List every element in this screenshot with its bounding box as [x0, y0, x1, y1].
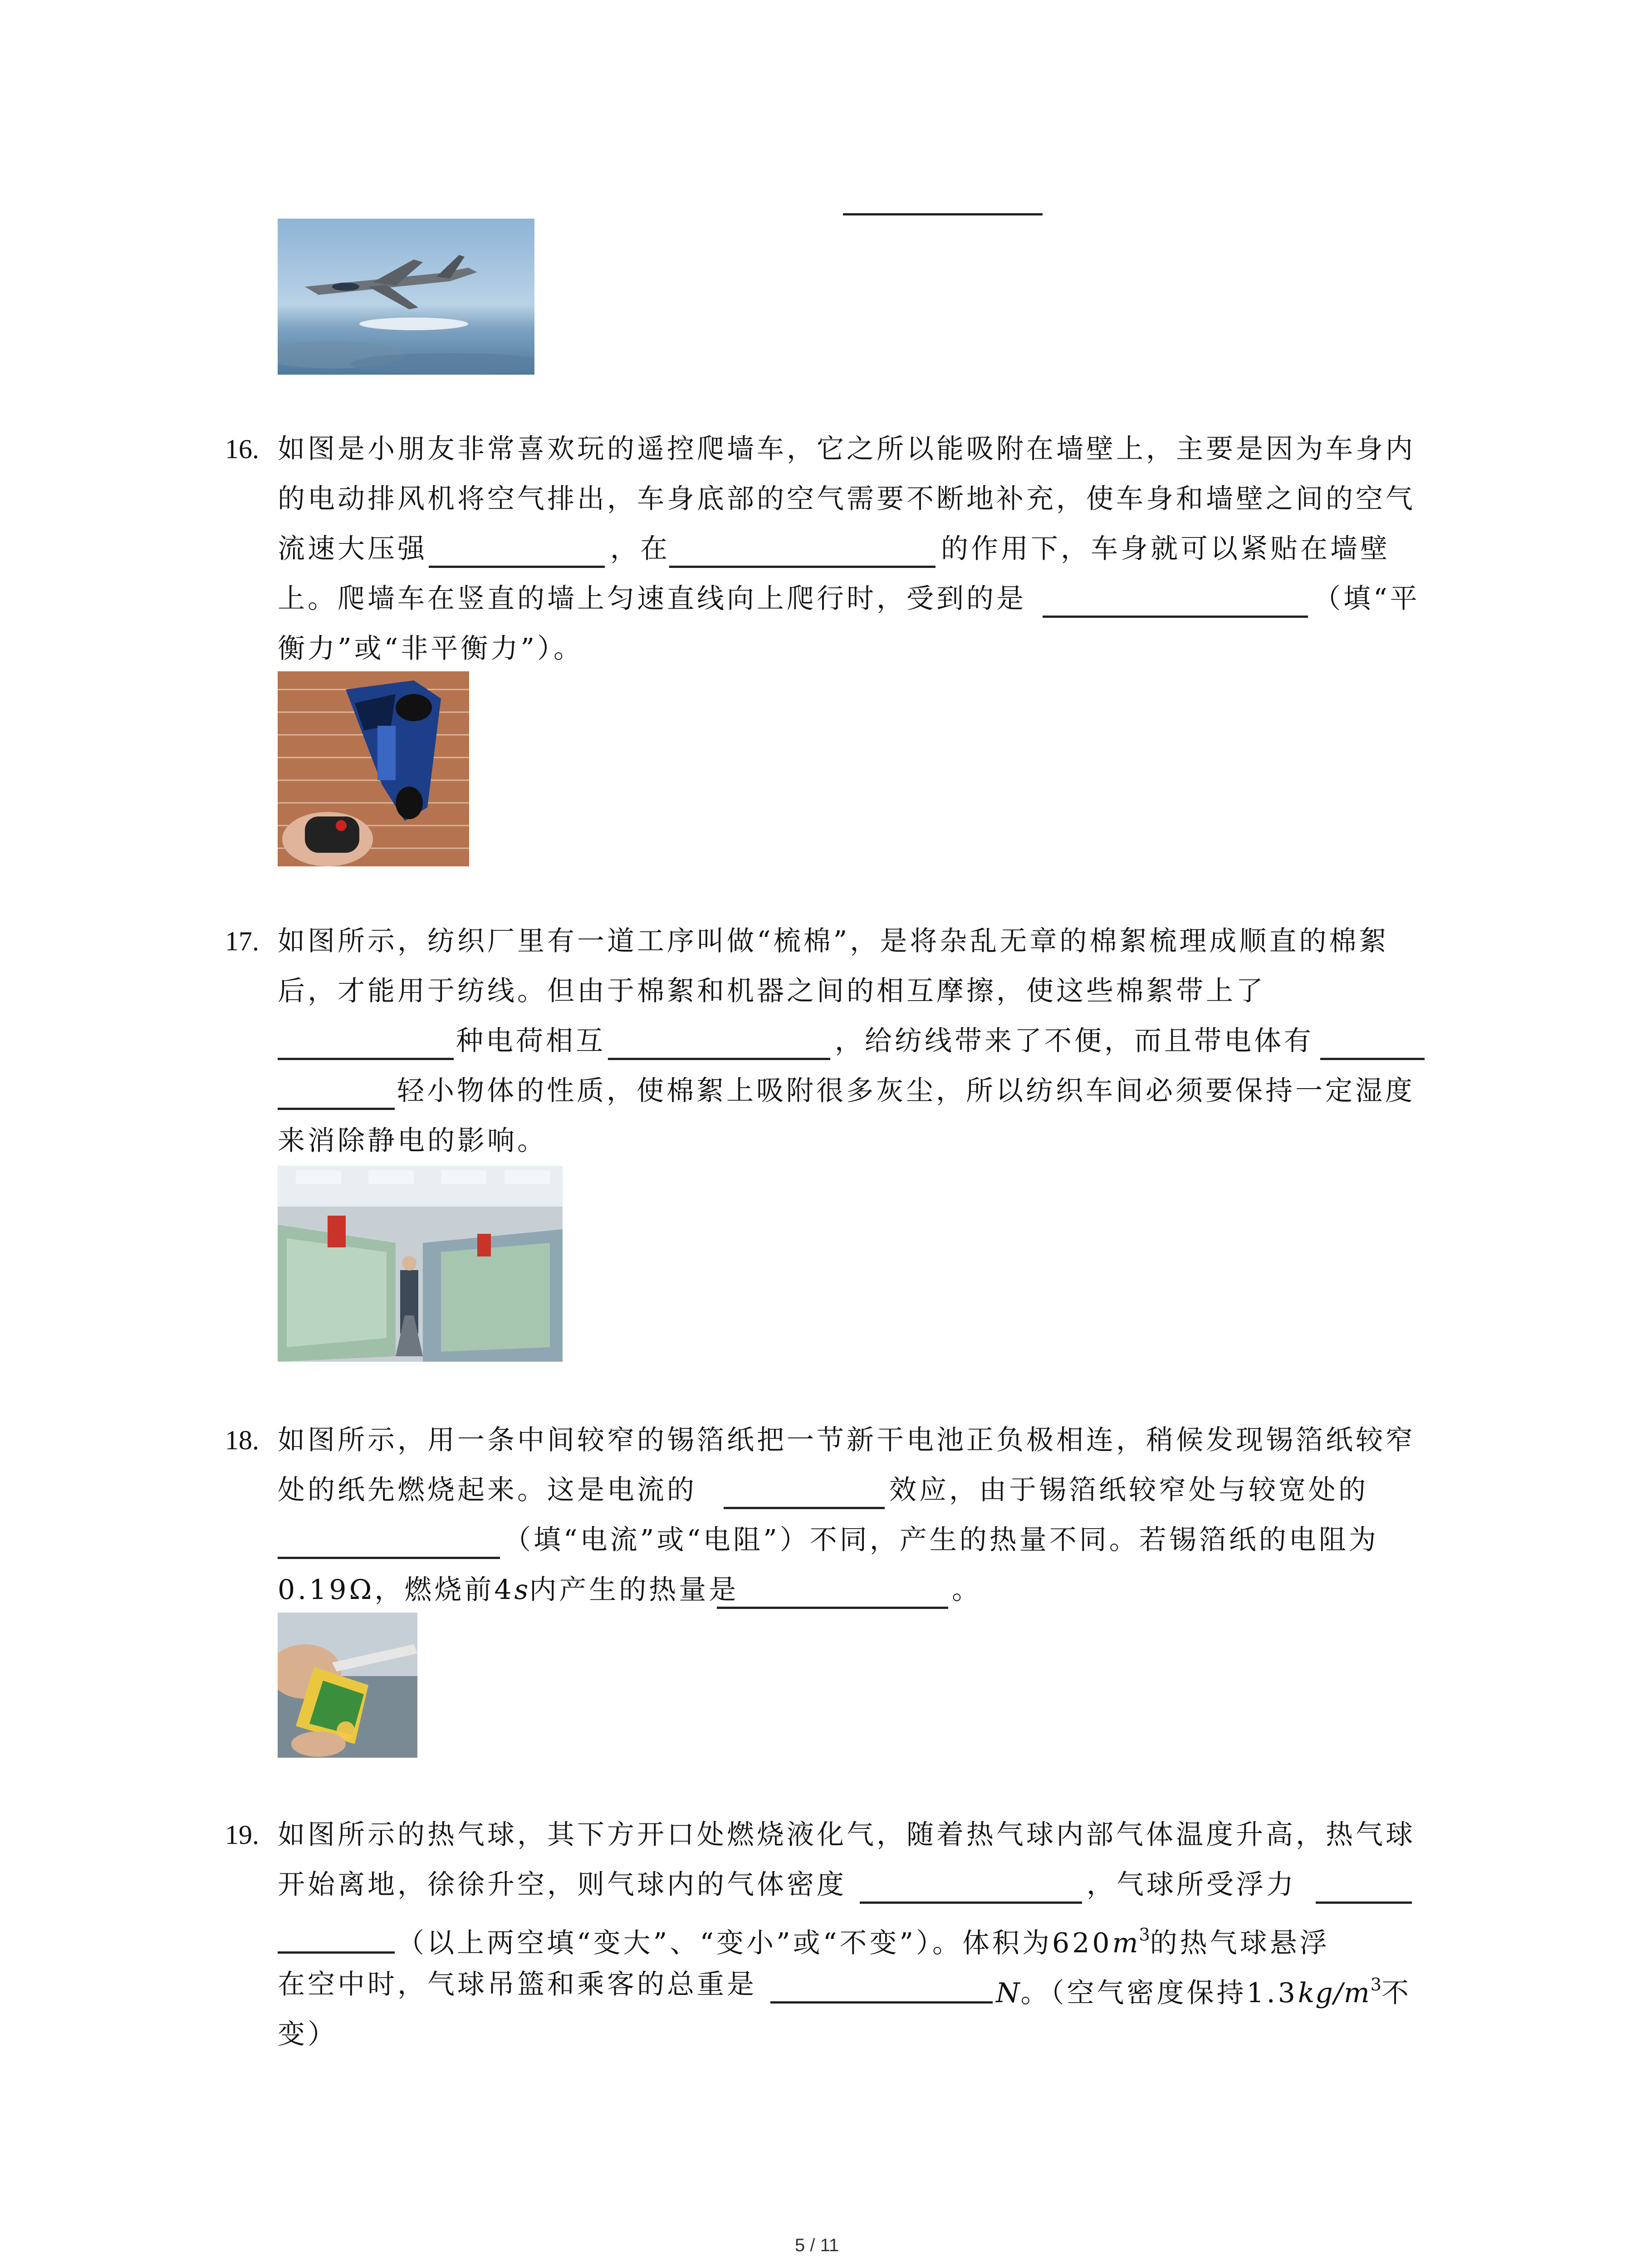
question-text: 效应，由于锡箔纸较窄处与较宽处的 — [889, 1474, 1368, 1506]
question-text: （填“平 — [1313, 583, 1420, 615]
question-text — [278, 1574, 739, 1606]
answer-blank[interactable] — [429, 566, 605, 568]
question-text: 在空中时，气球吊篮和乘客的总重是 — [278, 1969, 757, 2000]
unit-seconds: s — [514, 1574, 529, 1606]
formula-text: 不 — [1381, 1977, 1411, 2009]
fighter-jet-photo — [278, 219, 534, 375]
answer-blank[interactable] — [278, 1557, 500, 1559]
question-text: 如图是小朋友非常喜欢玩的遥控爬墙车，它之所以能吸附在墙壁上，主要是因为车身内 — [278, 433, 1416, 465]
answer-blank[interactable] — [608, 1058, 830, 1060]
question-text: 变） — [278, 2019, 338, 2050]
question-number: 17. — [225, 926, 259, 956]
question-text: 如图所示的热气球，其下方开口处燃烧液化气，随着热气球内部气体温度升高，热气球 — [278, 1819, 1416, 1851]
question-text: 。 — [952, 1574, 982, 1606]
question-text: 后，才能用于纺线。但由于棉絮和机器之间的相互摩擦，使这些棉絮带上了 — [278, 975, 1266, 1007]
formula-text: 的热气球悬浮 — [1150, 1927, 1330, 1959]
question-text — [397, 1921, 1330, 1957]
question-text: 的电动排风机将空气排出，车身底部的空气需要不断地补充，使车身和墙壁之间的空气 — [278, 483, 1416, 515]
superscript: 3 — [1139, 1925, 1150, 1945]
answer-blank[interactable] — [1043, 616, 1308, 618]
wall-climbing-car-photo — [278, 671, 469, 866]
page-number: 5 / 11 — [795, 2235, 839, 2255]
unit-m: m — [1112, 1927, 1139, 1959]
question-text: ，在 — [610, 533, 670, 565]
answer-blank[interactable] — [278, 1058, 454, 1060]
question-text: 种电荷相互 — [456, 1025, 606, 1057]
question-text: 衡力”或“非平衡力”）。 — [278, 633, 584, 665]
formula-text: （以上两空填“变大”、“变小”或“不变”）。体积为620 — [397, 1927, 1112, 1959]
question-text: 流速大压强 — [278, 533, 427, 565]
question-text: 如图所示，纺织厂里有一道工序叫做“梳棉”，是将杂乱无章的棉絮梳理成顺直的棉絮 — [278, 925, 1389, 957]
question-text: 轻小物体的性质，使棉絮上吸附很多灰尘，所以纺织车间必须要保持一定湿度 — [397, 1075, 1415, 1107]
answer-blank[interactable] — [278, 1108, 395, 1110]
answer-blank[interactable] — [669, 566, 936, 568]
question-number: 16. — [225, 434, 259, 464]
question-number: 18. — [225, 1425, 259, 1455]
textile-factory-photo — [278, 1166, 563, 1362]
superscript: 3 — [1370, 1975, 1381, 1994]
question-text: 开始离地，徐徐升空，则气球内的气体密度 — [278, 1869, 847, 1901]
answer-blank[interactable] — [770, 2001, 993, 2004]
answer-blank[interactable] — [717, 1607, 948, 1609]
question-text: ，气球所受浮力 — [1087, 1869, 1296, 1901]
question-text: 来消除静电的影响。 — [278, 1125, 547, 1157]
answer-blank[interactable] — [724, 1507, 885, 1509]
battery-foil-photo — [278, 1613, 417, 1758]
formula-text: 内产生的热量是 — [529, 1574, 739, 1606]
question-text: 如图所示，用一条中间较窄的锡箔纸把一节新干电池正负极相连，稍候发现锡箔纸较窄 — [278, 1424, 1416, 1456]
question-text: ，给纺线带来了不便，而且带电体有 — [835, 1025, 1314, 1057]
unit-newton: N — [996, 1977, 1021, 2009]
formula-text: 。（空气密度保持1.3 — [1020, 1977, 1298, 2009]
answer-blank[interactable] — [860, 1901, 1082, 1904]
unit-density: kg/m — [1298, 1977, 1371, 2009]
question-text — [996, 1971, 1411, 2007]
question-text: 上。爬墙车在竖直的墙上匀速直线向上爬行时，受到的是 — [278, 583, 1026, 615]
question-text: 处的纸先燃烧起来。这是电流的 — [278, 1474, 697, 1506]
question-text: 的作用下，车身就可以紧贴在墙壁 — [941, 533, 1390, 565]
answer-blank[interactable] — [278, 1951, 395, 1954]
formula-text: 0.19Ω，燃烧前4 — [278, 1574, 514, 1606]
answer-blank[interactable] — [1316, 1901, 1412, 1904]
answer-blank[interactable] — [843, 213, 1043, 215]
answer-blank[interactable] — [1320, 1058, 1425, 1060]
question-number: 19. — [225, 1820, 259, 1850]
question-text: （填“电流”或“电阻”）不同，产生的热量不同。若锡箔纸的电阻为 — [504, 1524, 1379, 1556]
